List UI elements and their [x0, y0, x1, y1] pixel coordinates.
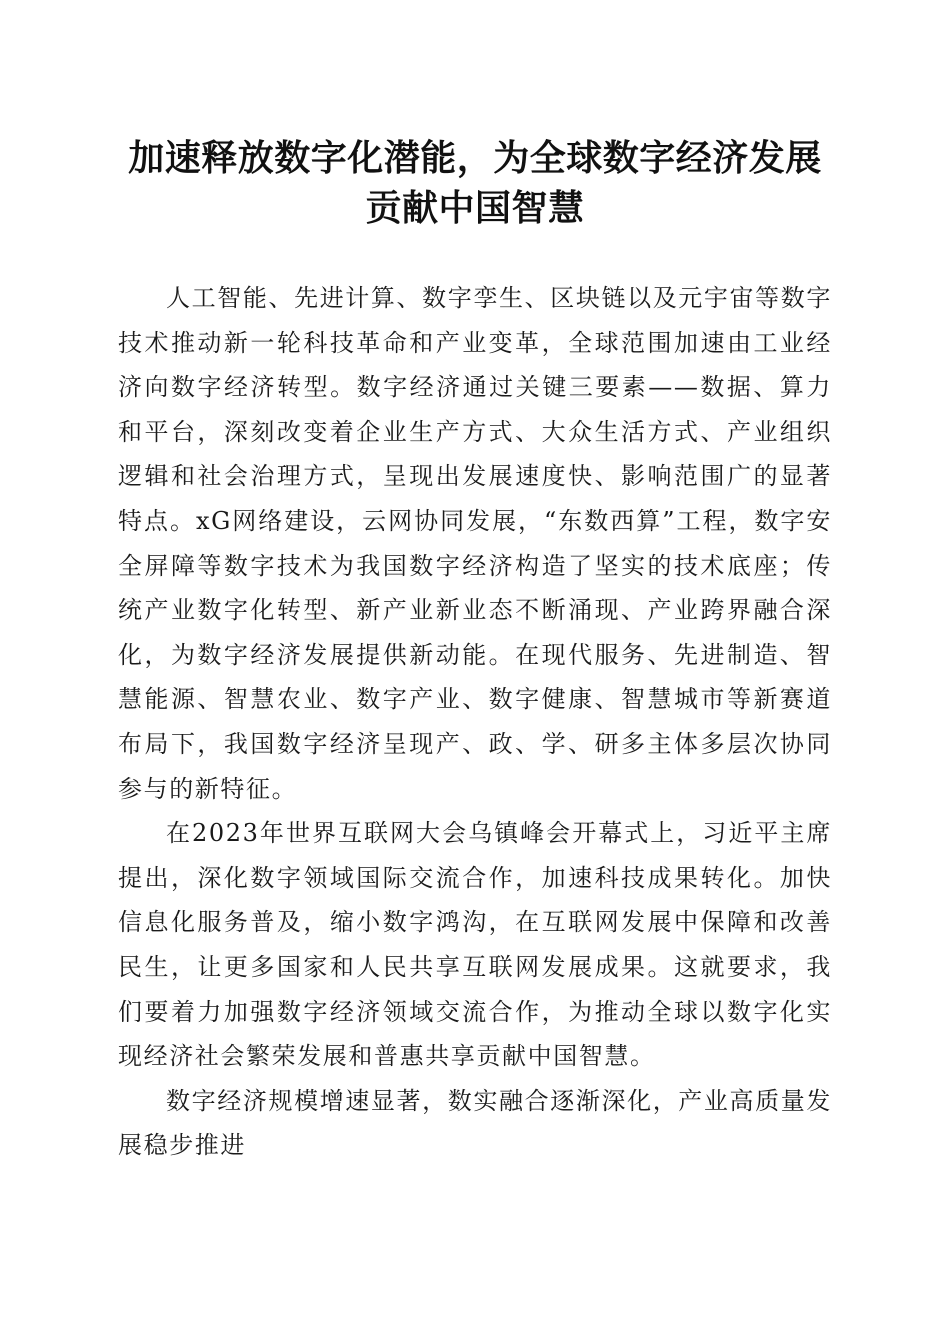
- document-body: [118, 276, 832, 1168]
- paragraph-3: 数字经济规模增速显著，数实融合逐渐深化，产业高质量发展稳步推进: [118, 1086, 832, 1160]
- paragraph-1: 人工智能、先进计算、数字孪生、区块链以及元宇宙等数字技术推动新一轮科技革命和产业变革，全球范围加速由工业经济向数字经济转型。数字经济通过关键三要素——数据、算力和平台，深刻改变着企业生产方式、大众生活方式、产业组织逻辑和社会治理方式，呈现出发展速度快、影响范围广的显著特点。xG网络建设，云网协同发展，“东数西算”工程，数字安全屏障等数字技术为我国数字经济构造了坚实的技术底座；传统产业数字化转型、新产业新业态不断涌现、产业跨界融合深化，为数字经济发展提供新动能。在现代服务、先进制造、智慧能源、智慧农业、数字产业、数字健康、智慧城市等新赛道布局下，我国数字经济呈现产、政、学、研多主体多层次协同参与的新特征。: [118, 284, 832, 803]
- paragraph-2: 在2023年世界互联网大会乌镇峰会开幕式上，习近平主席提出，深化数字领域国际交流合作，加速科技成果转化。加快信息化服务普及，缩小数字鸿沟，在互联网发展中保障和改善民生，让更多国家和人民共享互联网发展成果。这就要求，我们要着力加强数字经济领域交流合作，为推动全球以数字化实现经济社会繁荣发展和普惠共享贡献中国智慧。: [118, 819, 832, 1071]
- document-title: 加速释放数字化潜能，为全球数字经济发展贡献中国智慧: [128, 137, 822, 229]
